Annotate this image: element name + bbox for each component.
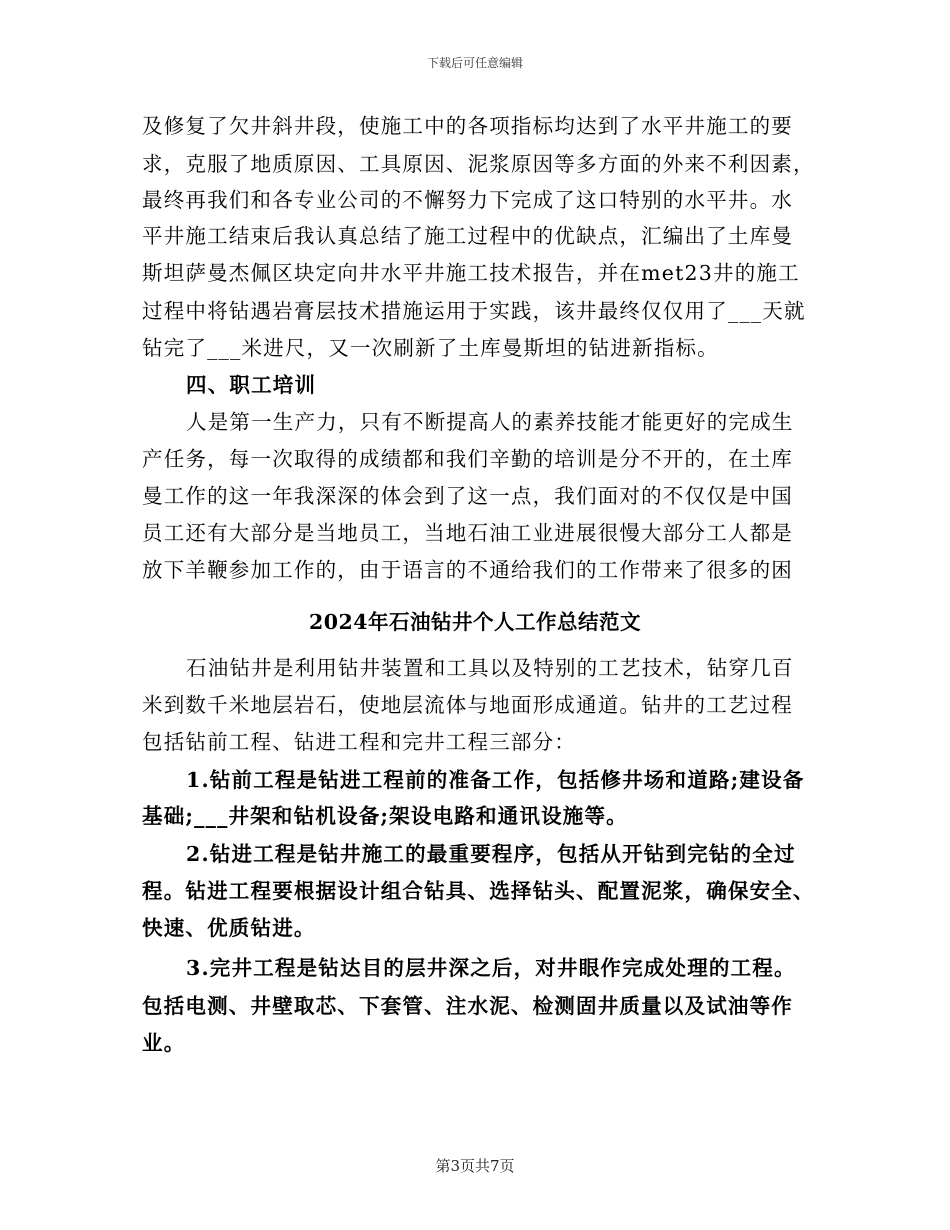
page-number: 第3页共7页 — [435, 1157, 515, 1175]
paragraph-line: 最终再我们和各专业公司的不懈努力下完成了这口特别的水平井。水 — [142, 188, 793, 212]
paragraph-line: 过程中将钻遇岩膏层技术措施运用于实践，该井最终仅仅用了___天就 — [142, 299, 806, 323]
paragraph-line: 包括钻前工程、钻进工程和完井工程三部分： — [142, 730, 576, 754]
list-item-line: 包括电测、井壁取芯、下套管、注水泥、检测固井质量以及试油等作 — [142, 994, 793, 1018]
download-note: 下载后可任意编辑 — [426, 56, 523, 70]
list-item-line: 业。 — [142, 1031, 186, 1055]
paragraph-line: 平井施工结束后我认真总结了施工过程中的优缺点，汇编出了土库曼 — [142, 224, 793, 248]
paragraph-line: 斯坦萨曼杰佩区块定向井水平井施工技术报告，并在met23井的施工 — [142, 261, 800, 285]
list-item-line: 快速、优质钻进。 — [142, 916, 316, 940]
paragraph-line: 钻完了___米进尺，又一次刷新了土库曼斯坦的钻进新指标。 — [142, 336, 719, 360]
paragraph-line: 米到数千米地层岩石，使地层流体与地面形成通道。钻井的工艺过程 — [142, 693, 793, 717]
section-heading: 四、职工培训 — [186, 373, 317, 397]
list-item-line: 基础;___井架和钻机设备;架设电路和通讯设施等。 — [142, 804, 628, 828]
list-item-line: 3.完井工程是钻达目的层井深之后，对井眼作完成处理的工程。 — [186, 956, 796, 980]
paragraph-line: 产任务，每一次取得的成绩都和我们辛勤的培训是分不开的，在土库 — [142, 447, 793, 471]
list-item-line: 2.钻进工程是钻井施工的最重要程序，包括从开钻到完钻的全过 — [186, 842, 796, 866]
paragraph-line: 曼工作的这一年我深深的体会到了这一点，我们面对的不仅仅是中国 — [142, 484, 793, 508]
paragraph-line: 及修复了欠井斜井段，使施工中的各项指标均达到了水平井施工的要 — [142, 114, 793, 138]
paragraph-line: 放下羊鞭参加工作的，由于语言的不通给我们的工作带来了很多的困 — [142, 558, 793, 582]
article-title: 2024年石油钻井个人工作总结范文 — [308, 610, 642, 634]
list-item-line: 程。钻进工程要根据设计组合钻具、选择钻头、配置泥浆，确保安全、 — [142, 879, 815, 903]
paragraph-line: 人是第一生产力，只有不断提高人的素养技能才能更好的完成生 — [186, 410, 794, 434]
paragraph-line: 员工还有大部分是当地员工，当地石油工业进展很慢大部分工人都是 — [142, 521, 793, 545]
paragraph-line: 石油钻井是利用钻井装置和工具以及特别的工艺技术，钻穿几百 — [186, 656, 794, 680]
list-item-line: 1.钻前工程是钻进工程前的准备工作，包括修井场和道路;建设备 — [186, 768, 805, 792]
paragraph-line: 求，克服了地质原因、工具原因、泥浆原因等多方面的外来不利因素， — [142, 152, 815, 176]
